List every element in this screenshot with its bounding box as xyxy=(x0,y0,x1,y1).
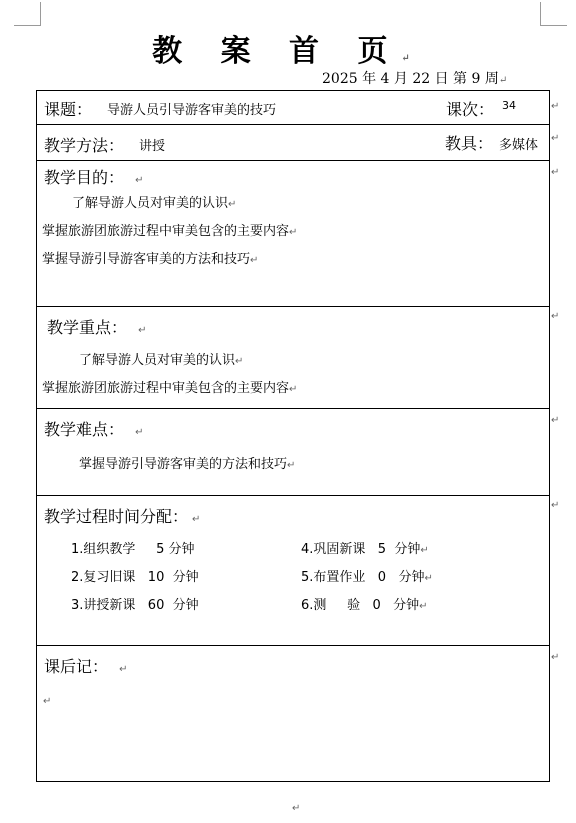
schedule-item: 4.巩固新课 5 分钟↵ xyxy=(301,542,429,557)
period-label: 课次： xyxy=(446,100,495,119)
schedule-item: 5.布置作业 0 分钟↵ xyxy=(301,570,433,585)
difficulty-item: 掌握导游引导游客审美的方法和技巧↵ xyxy=(79,457,296,472)
schedule-item: 1.组织教学 5 分钟 xyxy=(71,542,195,557)
topic-value: 导游人员引导游客审美的技巧 xyxy=(107,103,277,118)
schedule-item: 2.复习旧课 10 分钟 xyxy=(71,570,199,585)
paragraph-mark: ↵ xyxy=(551,652,560,663)
paragraph-mark: ↵ xyxy=(401,53,424,64)
paragraph-mark: ↵ xyxy=(551,500,560,511)
paragraph-mark: ↵ xyxy=(292,803,301,814)
date-week-text: 2025 年 4 月 22 日 第 9 周 xyxy=(322,71,499,87)
paragraph-mark: ↵ xyxy=(551,311,560,322)
method-value: 讲授 xyxy=(139,139,166,154)
time-allocation-label: 教学过程时间分配： ↵ xyxy=(44,507,201,526)
objective-item: 了解导游人员对审美的认识↵ xyxy=(72,196,237,211)
difficulties-section xyxy=(37,409,560,496)
tool-value: 多媒体 xyxy=(499,138,539,153)
objective-item: 掌握旅游团旅游过程中审美包含的主要内容↵ xyxy=(42,224,298,239)
time-allocation-section xyxy=(37,496,560,646)
crop-mark-top-right xyxy=(540,2,541,26)
topic-row xyxy=(37,91,560,125)
difficulties-label: 教学难点： ↵ xyxy=(44,420,144,439)
paragraph-mark: ↵ xyxy=(551,415,560,426)
period-value: 34 xyxy=(502,99,516,112)
crop-mark-top-left xyxy=(40,2,41,26)
key-point-item: 了解导游人员对审美的认识↵ xyxy=(79,353,244,368)
notes-section xyxy=(37,646,560,781)
schedule-item: 3.讲授新课 60 分钟 xyxy=(71,598,199,613)
paragraph-mark: ↵ xyxy=(498,75,508,86)
schedule-item: 6.测 验 0 分钟↵ xyxy=(301,598,428,613)
paragraph-mark: ↵ xyxy=(551,167,560,178)
topic-label: 课题： xyxy=(44,100,93,119)
key-points-label: 教学重点： ↵ xyxy=(47,318,147,337)
objectives-label: 教学目的： ↵ xyxy=(44,168,144,187)
notes-empty-line: ↵ xyxy=(43,696,52,707)
paragraph-mark: ↵ xyxy=(551,133,560,144)
method-label: 教学方法： xyxy=(44,136,125,155)
paragraph-mark: ↵ xyxy=(551,101,560,112)
objective-item: 掌握导游引导游客审美的方法和技巧↵ xyxy=(42,252,259,267)
key-point-item: 掌握旅游团旅游过程中审美包含的主要内容↵ xyxy=(42,381,298,396)
page-title xyxy=(0,26,576,70)
method-row xyxy=(37,125,560,161)
notes-label: 课后记： ↵ xyxy=(44,657,128,676)
objectives-section xyxy=(37,161,560,307)
key-points-section xyxy=(37,307,560,409)
page-title-text: 教 案 首 页 xyxy=(152,34,402,69)
date-week-line xyxy=(322,68,507,88)
lesson-plan-table xyxy=(36,90,560,782)
tool-label: 教具： xyxy=(445,134,494,153)
